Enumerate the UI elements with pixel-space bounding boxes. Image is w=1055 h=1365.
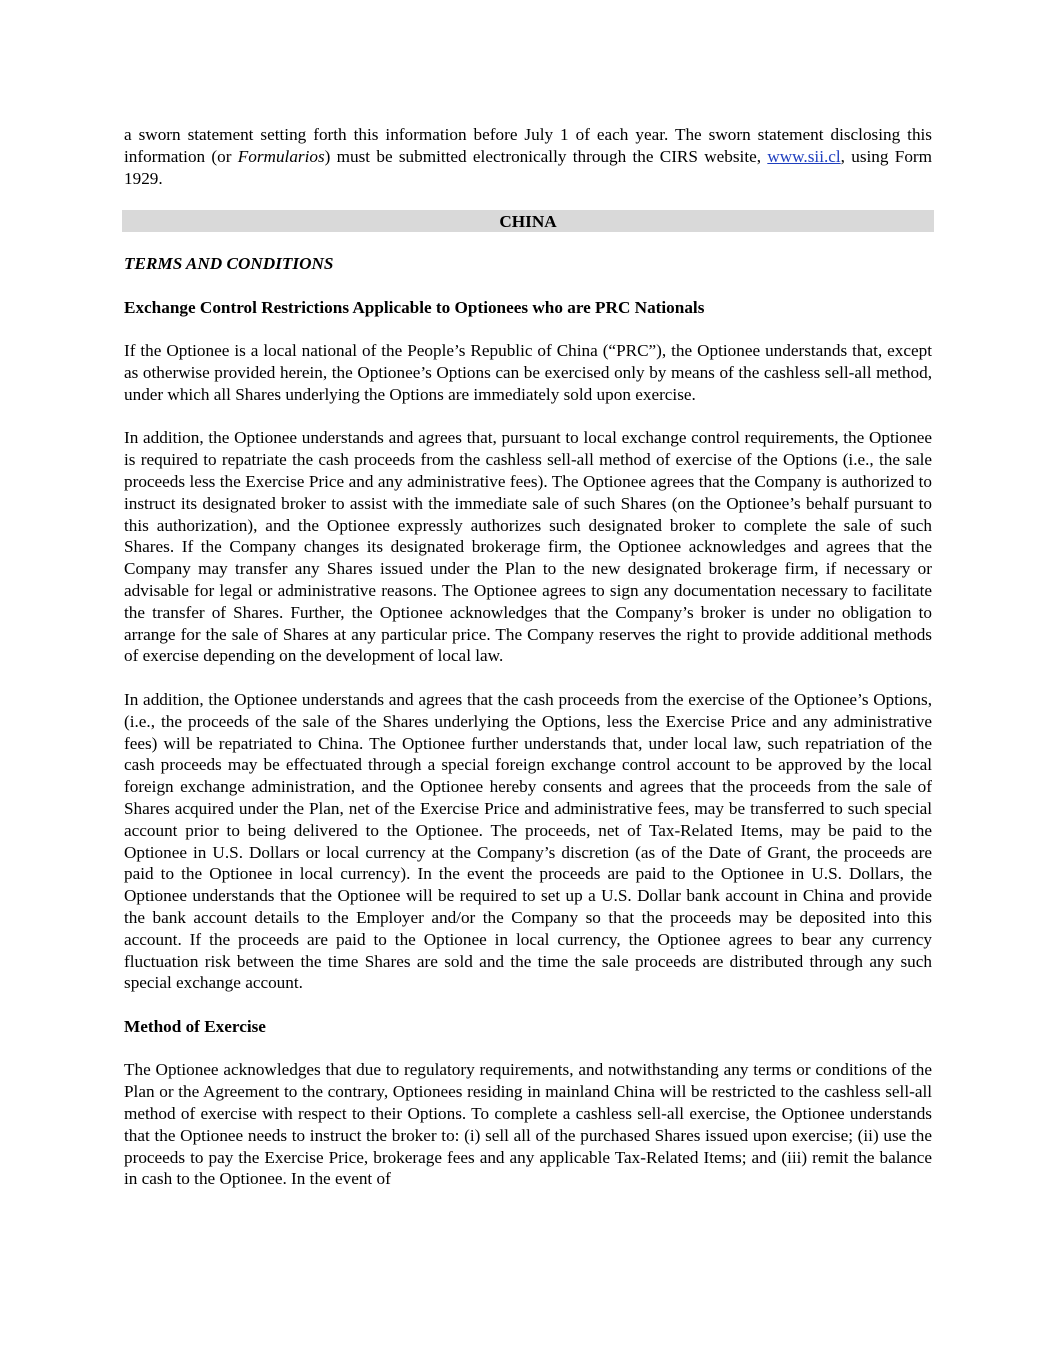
intro-block: [124, 124, 932, 189]
paragraph-repatriation: In addition, the Optionee understands and agrees that, pursuant to local exchange control requirements, the Optionee is required to repatriate the cash proceeds from the cashless sell-all method of exercise of the Options (i.e., the sale proceeds less the Exercise Price and any administrative fees). The Optionee agrees that the Company is authorized to instruct its designated broker to assist with the immediate sale of such Shares (on the Optionee’s behalf pursuant to this authorization), and the Optionee expressly authorizes such designated broker to complete the sale of such Shares. If the Company changes its designated brokerage firm, the Optionee acknowledges and agrees that the Company may transfer any Shares issued under the Plan to the new designated brokerage firm, if necessary or advisable for legal or administrative reasons. The Optionee agrees to sign any documentation necessary to facilitate the transfer of Shares. Further, the Optionee acknowledges that the Company’s broker is under no obligation to arrange for the sale of Shares at any particular price. The Company reserves the right to provide additional methods of exercise depending on the development of local law.: [124, 428, 932, 666]
paragraph-method: The Optionee acknowledges that due to regulatory requirements, and notwithstanding any terms or conditions of the Plan or the Agreement to the contrary, Optionees residing in mainland China will be restricted to the cashless sell-all method of exercise with respect to their Options. To complete a cashless sell-all exercise, the Optionee understands that the Optionee needs to instruct the broker to: (i) sell all of the purchased Shares issued upon exercise; (ii) use the proceeds to pay the Exercise Price, brokerage fees and any applicable Tax-Related Items; and (iii) remit the balance in cash to the Optionee. In the event of: [124, 1060, 932, 1189]
exchange-control-heading: Exchange Control Restrictions Applicable to Optionees who are PRC Nationals: [124, 297, 705, 317]
formularios-term: Formularios: [237, 146, 325, 166]
section-header-china: CHINA: [122, 210, 934, 232]
intro-text-2: ) must be submitted electronically through the CIRS website,: [324, 146, 768, 166]
intro-text-3: , using Form 1929.: [124, 146, 933, 188]
terms-heading: TERMS AND CONDITIONS: [124, 254, 334, 273]
paragraph-prc-exercise: If the Optionee is a local national of the People’s Republic of China (“PRC”), the Optionee understands that, except as otherwise provided herein, the Optionee’s Options can be exercised only by means of the cashless sell-all method, under which all Shares underlying the Options are immediately sold upon exercise.: [124, 341, 932, 404]
paragraph-proceeds: In addition, the Optionee understands and agrees that the cash proceeds from the exercise of the Optionee’s Options, (i.e., the proceeds of the sale of the Shares underlying the Options, less the Exercise Price and any administrative fees) will be repatriated to China. The Optionee further understands that, under local law, such repatriation of the cash proceeds may be effectuated through a special foreign exchange control account to be approved by the local foreign exchange administration, and the Optionee hereby consents and agrees that the proceeds from the sale of Shares acquired under the Plan, net of the Exercise Price and administrative fees, may be transferred to such special account prior to being delivered to the Optionee. The proceeds, net of Tax-Related Items, may be paid to the Optionee in U.S. Dollars or local currency at the Company’s discretion (as of the Date of Grant, the proceeds are paid to the Optionee in local currency). In the event the proceeds are paid to the Optionee in U.S. Dollars, the Optionee understands that the Optionee will be required to set up a U.S. Dollar bank account in China and provide the bank account details to the Employer and/or the Company so that the proceeds may be deposited into this account. If the proceeds are paid to the Optionee in local currency, the Optionee agrees to bear any currency fluctuation risk between the time Shares are sold and the time the sale proceeds are distributed through any such special exchange account.: [124, 689, 932, 993]
intro-paragraph: [124, 124, 932, 189]
china-section-body: [124, 253, 932, 1190]
method-of-exercise-heading: Method of Exercise: [124, 1016, 266, 1036]
intro-text-1: a sworn statement setting forth this information before July 1 of each year. The sworn statement disclosing this information (or: [124, 125, 932, 166]
sii-website-link[interactable]: www.sii.cl: [767, 146, 841, 166]
